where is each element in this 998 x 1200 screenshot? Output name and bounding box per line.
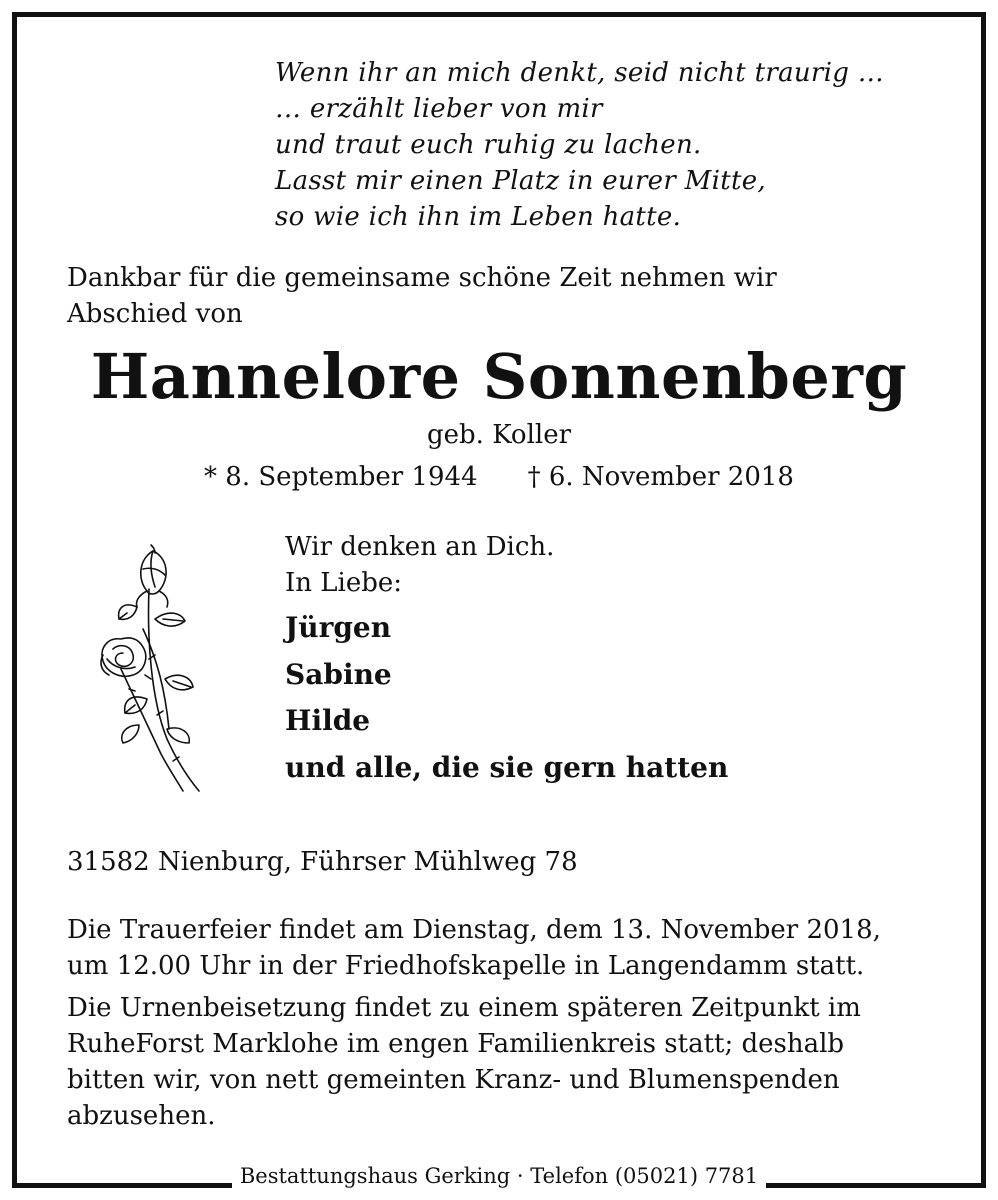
intro-line: Abschied von (67, 299, 243, 329)
footer (17, 1161, 981, 1191)
poem-line: … erzählt lieber von mir (275, 94, 603, 124)
funeral-line: Die Trauerfeier findet am Dienstag, dem 13. November 2018, (67, 915, 881, 945)
greeting (285, 529, 925, 601)
poem-line: so wie ich ihn im Leben hatte. (275, 202, 682, 232)
urn-line: Die Urnenbeisetzung findet zu einem späteren Zeitpunkt im (67, 993, 861, 1023)
greeting-line: In Liebe: (285, 568, 403, 598)
funeral-line: um 12.00 Uhr in der Friedhofskapelle in Langendamm statt. (67, 951, 865, 981)
rose-icon (77, 529, 217, 799)
mourner-name: Hilde (285, 704, 371, 737)
funeral-service-info (67, 912, 947, 984)
intro-text (67, 260, 907, 332)
life-dates (17, 459, 981, 495)
maiden-name: geb. Koller (426, 420, 572, 450)
urn-line: abzusehen. (67, 1101, 216, 1131)
urn-line: RuheForst Marklohe im engen Familienkreis statt; deshalb (67, 1029, 845, 1059)
deceased-name: Hannelore Sonnenberg (90, 340, 908, 413)
address: 31582 Nienburg, Führser Mühlweg 78 (67, 847, 578, 877)
birth-date: * 8. September 1944 (204, 462, 478, 492)
mourner-name: Sabine (285, 657, 392, 691)
death-date: † 6. November 2018 (527, 462, 794, 492)
mourners-list (285, 605, 925, 791)
urn-line: bitten wir, von nett gemeinten Kranz- und Blumenspenden (67, 1065, 840, 1095)
greeting-line: Wir denken an Dich. (285, 532, 555, 562)
poem (275, 55, 955, 235)
mourner-name: Jürgen (285, 611, 392, 644)
intro-line: Dankbar für die gemeinsame schöne Zeit nehmen wir (67, 263, 777, 293)
obituary-notice (12, 12, 986, 1188)
poem-line: und traut euch ruhig zu lachen. (275, 130, 702, 160)
mourner-name: und alle, die sie gern hatten (285, 750, 729, 784)
funeral-home-contact: Bestattungshaus Gerking · Telefon (05021) 7781 (232, 1164, 766, 1188)
poem-line: Lasst mir einen Platz in eurer Mitte, (275, 166, 766, 196)
poem-line: Wenn ihr an mich denkt, seid nicht traurig … (275, 58, 885, 88)
urn-burial-info (67, 990, 947, 1134)
